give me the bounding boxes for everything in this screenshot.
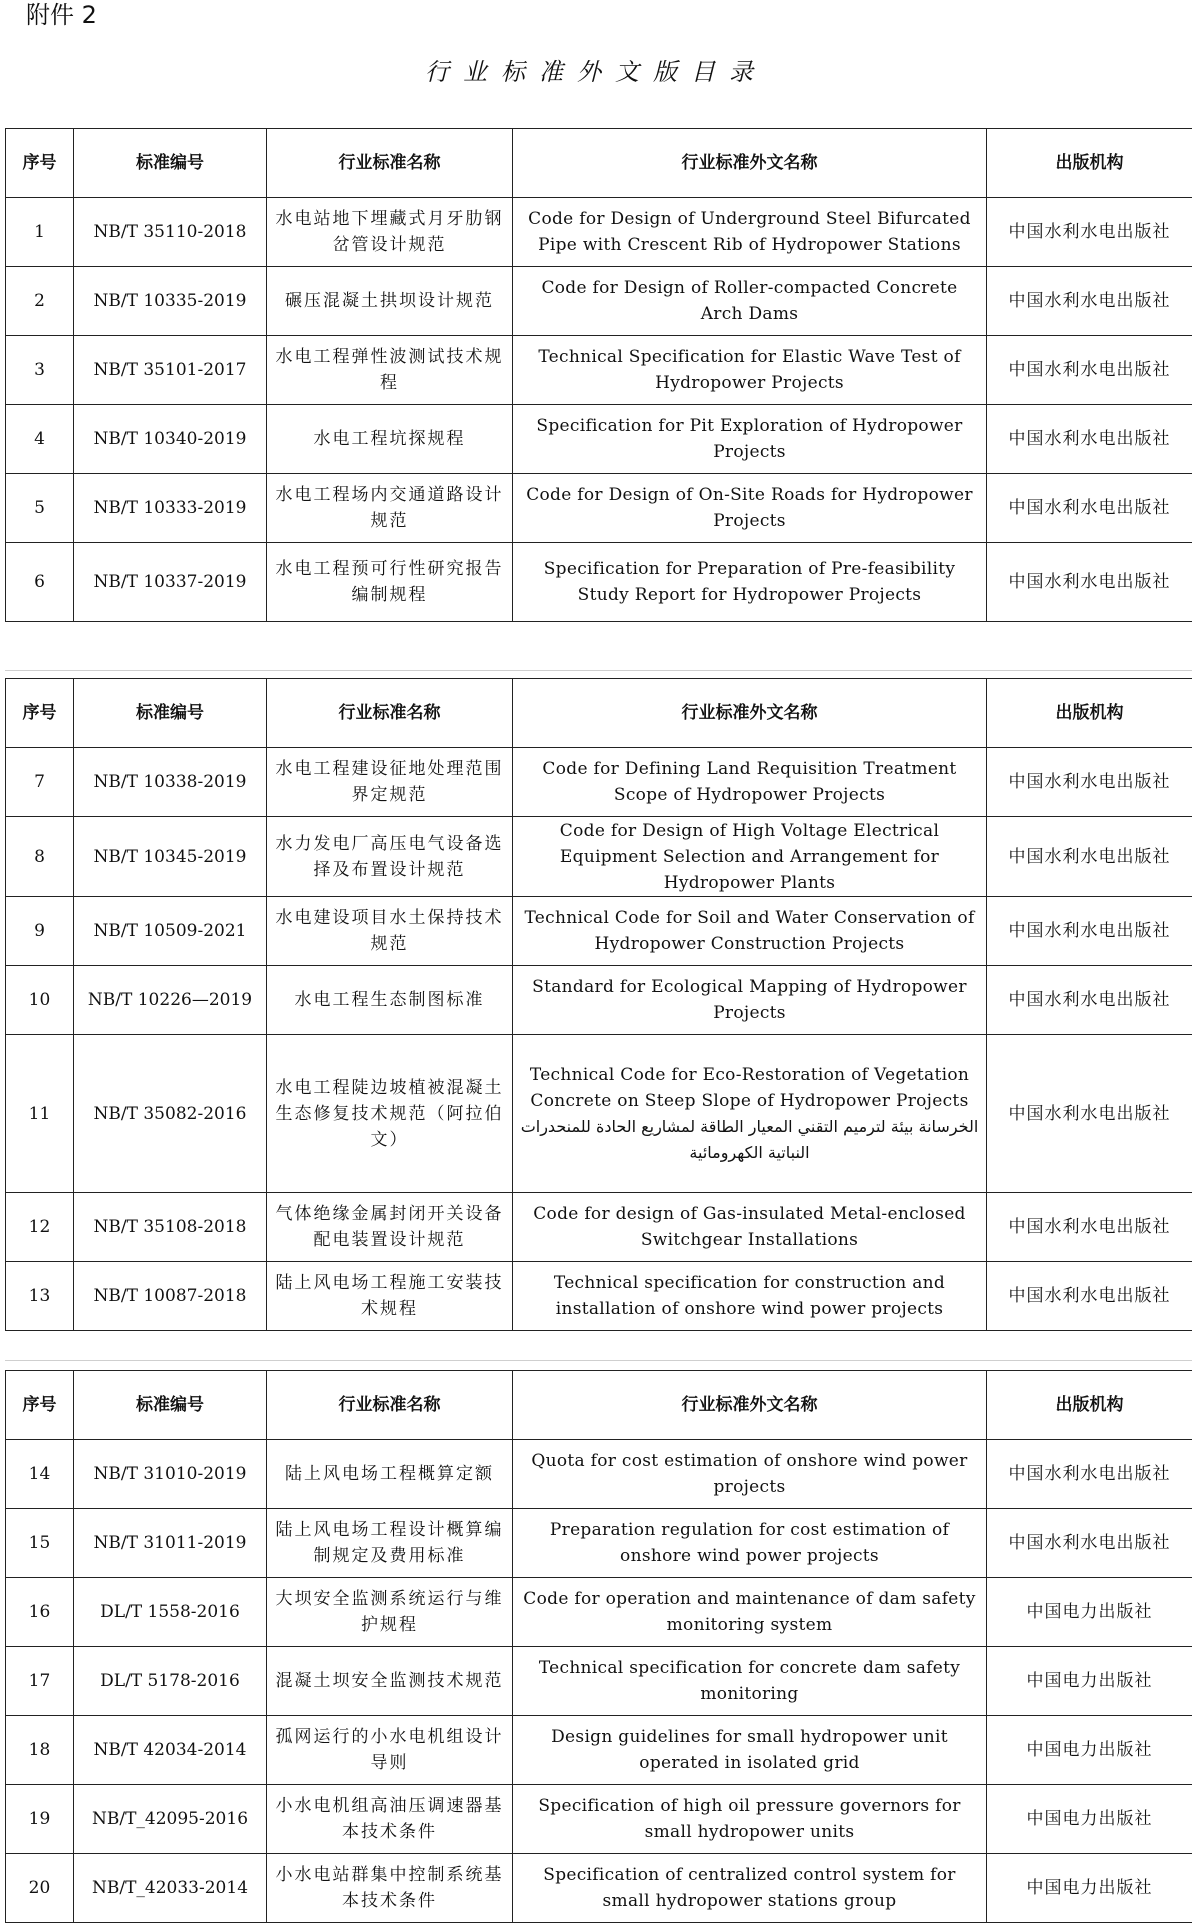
header-no: 序号 [6, 129, 74, 198]
table-row [6, 897, 1192, 966]
standards-table-1 [5, 128, 1192, 622]
table-row [6, 474, 1192, 543]
row-code: DL/T 5178-2016 [74, 1647, 267, 1716]
row-code: NB/T 35108-2018 [74, 1193, 267, 1262]
table-row [6, 336, 1192, 405]
row-publisher: 中国水利水电出版社 [987, 897, 1192, 966]
row-name-foreign: Code for Design of Underground Steel Bifurcated Pipe with Crescent Rib of Hydropower Stations [513, 198, 987, 267]
row-no: 16 [6, 1578, 74, 1647]
table-header-row [6, 1371, 1192, 1440]
page-separator [5, 1360, 1192, 1361]
header-code: 标准编号 [74, 679, 267, 748]
row-publisher: 中国水利水电出版社 [987, 474, 1192, 543]
row-no: 15 [6, 1509, 74, 1578]
row-name-foreign: Technical Code for Eco-Restoration of Vegetation Concrete on Steep Slope of Hydropower Projects [529, 1064, 970, 1111]
header-name-foreign: 行业标准外文名称 [513, 1371, 987, 1440]
header-code: 标准编号 [74, 129, 267, 198]
row-no: 14 [6, 1440, 74, 1509]
table-row [6, 1578, 1192, 1647]
row-no: 10 [6, 966, 74, 1035]
row-publisher: 中国水利水电出版社 [987, 1035, 1192, 1193]
row-publisher: 中国水利水电出版社 [987, 336, 1192, 405]
row-name-cn: 水电工程建设征地处理范围界定规范 [267, 748, 513, 817]
row-name-cn: 水电站地下埋藏式月牙肋钢岔管设计规范 [267, 198, 513, 267]
row-name-cn: 小水电站群集中控制系统基本技术条件 [267, 1854, 513, 1923]
table-row [6, 1647, 1192, 1716]
row-name-cn: 水力发电厂高压电气设备选择及布置设计规范 [267, 817, 513, 897]
row-no: 7 [6, 748, 74, 817]
row-code: NB/T 42034-2014 [74, 1716, 267, 1785]
document-title: 行业标准外文版目录 [425, 58, 767, 86]
row-no: 6 [6, 543, 74, 622]
header-name-cn: 行业标准名称 [267, 679, 513, 748]
row-no: 19 [6, 1785, 74, 1854]
row-publisher: 中国电力出版社 [987, 1578, 1192, 1647]
row-code: NB/T 10335-2019 [74, 267, 267, 336]
row-code: DL/T 1558-2016 [74, 1578, 267, 1647]
row-code: NB/T 10338-2019 [74, 748, 267, 817]
row-name-foreign: Technical Code for Soil and Water Conservation of Hydropower Construction Projects [513, 897, 987, 966]
row-no: 12 [6, 1193, 74, 1262]
row-name-foreign: Code for Design of High Voltage Electrical Equipment Selection and Arrangement for Hydropower Plants [513, 817, 987, 897]
row-code: NB/T 10226—2019 [74, 966, 267, 1035]
row-code: NB/T 35101-2017 [74, 336, 267, 405]
row-name-foreign: Technical Specification for Elastic Wave Test of Hydropower Projects [513, 336, 987, 405]
row-code: NB/T 10509-2021 [74, 897, 267, 966]
row-no: 5 [6, 474, 74, 543]
row-publisher: 中国电力出版社 [987, 1785, 1192, 1854]
row-name-cn: 水电工程生态制图标准 [267, 966, 513, 1035]
row-name-cn: 陆上风电场工程设计概算编制规定及费用标准 [267, 1509, 513, 1578]
row-name-foreign: Quota for cost estimation of onshore wind power projects [513, 1440, 987, 1509]
row-no: 9 [6, 897, 74, 966]
table-header-row [6, 679, 1192, 748]
table-row [6, 1262, 1192, 1331]
row-publisher: 中国电力出版社 [987, 1647, 1192, 1716]
header-publisher: 出版机构 [987, 129, 1192, 198]
header-no: 序号 [6, 1371, 74, 1440]
row-code: NB/T 10345-2019 [74, 817, 267, 897]
table-row [6, 543, 1192, 622]
table-row [6, 1716, 1192, 1785]
row-publisher: 中国水利水电出版社 [987, 1193, 1192, 1262]
row-publisher: 中国水利水电出版社 [987, 198, 1192, 267]
table-row [6, 1440, 1192, 1509]
row-name-cn: 孤网运行的小水电机组设计导则 [267, 1716, 513, 1785]
row-publisher: 中国水利水电出版社 [987, 405, 1192, 474]
header-no: 序号 [6, 679, 74, 748]
row-name-cn: 水电工程预可行性研究报告编制规程 [267, 543, 513, 622]
table-row [6, 1854, 1192, 1923]
row-code: NB/T_42033-2014 [74, 1854, 267, 1923]
row-name-foreign: Preparation regulation for cost estimation of onshore wind power projects [513, 1509, 987, 1578]
row-code: NB/T 35110-2018 [74, 198, 267, 267]
row-name-foreign: Code for Design of Roller-compacted Concrete Arch Dams [513, 267, 987, 336]
row-name-foreign: Specification of high oil pressure governors for small hydropower units [513, 1785, 987, 1854]
attachment-label: 附件 2 [26, 1, 97, 29]
table-row [6, 405, 1192, 474]
header-name-cn: 行业标准名称 [267, 129, 513, 198]
table-row [6, 966, 1192, 1035]
row-code: NB/T_42095-2016 [74, 1785, 267, 1854]
table-header-row [6, 129, 1192, 198]
row-no: 1 [6, 198, 74, 267]
table-row [6, 1035, 1192, 1193]
standards-table-3 [5, 1370, 1192, 1923]
row-name-cn: 水电工程坑探规程 [267, 405, 513, 474]
header-name-foreign: 行业标准外文名称 [513, 129, 987, 198]
table-row [6, 1193, 1192, 1262]
table-row [6, 1785, 1192, 1854]
header-publisher: 出版机构 [987, 679, 1192, 748]
row-publisher: 中国电力出版社 [987, 1854, 1192, 1923]
table-row [6, 198, 1192, 267]
standards-table-2 [5, 678, 1192, 1331]
row-name-foreign: Specification for Pit Exploration of Hydropower Projects [513, 405, 987, 474]
row-name-cn: 水电工程场内交通道路设计规范 [267, 474, 513, 543]
row-no: 20 [6, 1854, 74, 1923]
header-name-foreign: 行业标准外文名称 [513, 679, 987, 748]
row-name-cn: 水电工程陡边坡植被混凝土生态修复技术规范（阿拉伯文） [267, 1035, 513, 1193]
row-publisher: 中国水利水电出版社 [987, 1440, 1192, 1509]
row-publisher: 中国水利水电出版社 [987, 543, 1192, 622]
row-no: 13 [6, 1262, 74, 1331]
row-code: NB/T 10337-2019 [74, 543, 267, 622]
row-name-cn: 陆上风电场工程施工安装技术规程 [267, 1262, 513, 1331]
page-separator [5, 670, 1192, 671]
row-code: NB/T 31011-2019 [74, 1509, 267, 1578]
row-name-cn: 气体绝缘金属封闭开关设备配电装置设计规范 [267, 1193, 513, 1262]
row-name-cn: 大坝安全监测系统运行与维护规程 [267, 1578, 513, 1647]
row-code: NB/T 10340-2019 [74, 405, 267, 474]
row-publisher: 中国水利水电出版社 [987, 267, 1192, 336]
row-name-foreign: Code for operation and maintenance of dam safety monitoring system [513, 1578, 987, 1647]
row-no: 17 [6, 1647, 74, 1716]
row-name-cn: 混凝土坝安全监测技术规范 [267, 1647, 513, 1716]
header-publisher: 出版机构 [987, 1371, 1192, 1440]
row-name-cn: 陆上风电场工程概算定额 [267, 1440, 513, 1509]
row-no: 3 [6, 336, 74, 405]
table-row [6, 1509, 1192, 1578]
table-row [6, 817, 1192, 897]
row-publisher: 中国水利水电出版社 [987, 966, 1192, 1035]
header-code: 标准编号 [74, 1371, 267, 1440]
row-name-cn: 水电工程弹性波测试技术规程 [267, 336, 513, 405]
row-name-cn: 水电建设项目水土保持技术规范 [267, 897, 513, 966]
row-name-arabic: الخرسانة بيئة لترميم التقني المعيار الطاقة لمشاريع الحادة للمنحدرات النباتية الكهرومائية [520, 1116, 979, 1162]
row-name-foreign: Standard for Ecological Mapping of Hydropower Projects [513, 966, 987, 1035]
row-name-foreign: Design guidelines for small hydropower unit operated in isolated grid [513, 1716, 987, 1785]
row-code: NB/T 35082-2016 [74, 1035, 267, 1193]
row-code: NB/T 31010-2019 [74, 1440, 267, 1509]
row-publisher: 中国水利水电出版社 [987, 1509, 1192, 1578]
table-row [6, 748, 1192, 817]
row-no: 18 [6, 1716, 74, 1785]
row-publisher: 中国电力出版社 [987, 1716, 1192, 1785]
row-publisher: 中国水利水电出版社 [987, 1262, 1192, 1331]
header-name-cn: 行业标准名称 [267, 1371, 513, 1440]
row-publisher: 中国水利水电出版社 [987, 817, 1192, 897]
row-no: 11 [6, 1035, 74, 1193]
row-name-foreign: Specification of centralized control system for small hydropower stations group [513, 1854, 987, 1923]
row-no: 4 [6, 405, 74, 474]
row-name-foreign: Code for design of Gas-insulated Metal-enclosed Switchgear Installations [513, 1193, 987, 1262]
row-name-foreign: Code for Defining Land Requisition Treatment Scope of Hydropower Projects [513, 748, 987, 817]
row-code: NB/T 10087-2018 [74, 1262, 267, 1331]
row-name-foreign-cell [513, 1035, 987, 1193]
row-publisher: 中国水利水电出版社 [987, 748, 1192, 817]
row-name-foreign: Specification for Preparation of Pre-feasibility Study Report for Hydropower Projects [513, 543, 987, 622]
row-no: 8 [6, 817, 74, 897]
row-name-foreign: Technical specification for concrete dam safety monitoring [513, 1647, 987, 1716]
row-code: NB/T 10333-2019 [74, 474, 267, 543]
row-name-foreign: Technical specification for construction and installation of onshore wind power projects [513, 1262, 987, 1331]
row-name-foreign: Code for Design of On-Site Roads for Hydropower Projects [513, 474, 987, 543]
row-name-cn: 小水电机组高油压调速器基本技术条件 [267, 1785, 513, 1854]
row-name-cn: 碾压混凝土拱坝设计规范 [267, 267, 513, 336]
table-row [6, 267, 1192, 336]
row-no: 2 [6, 267, 74, 336]
